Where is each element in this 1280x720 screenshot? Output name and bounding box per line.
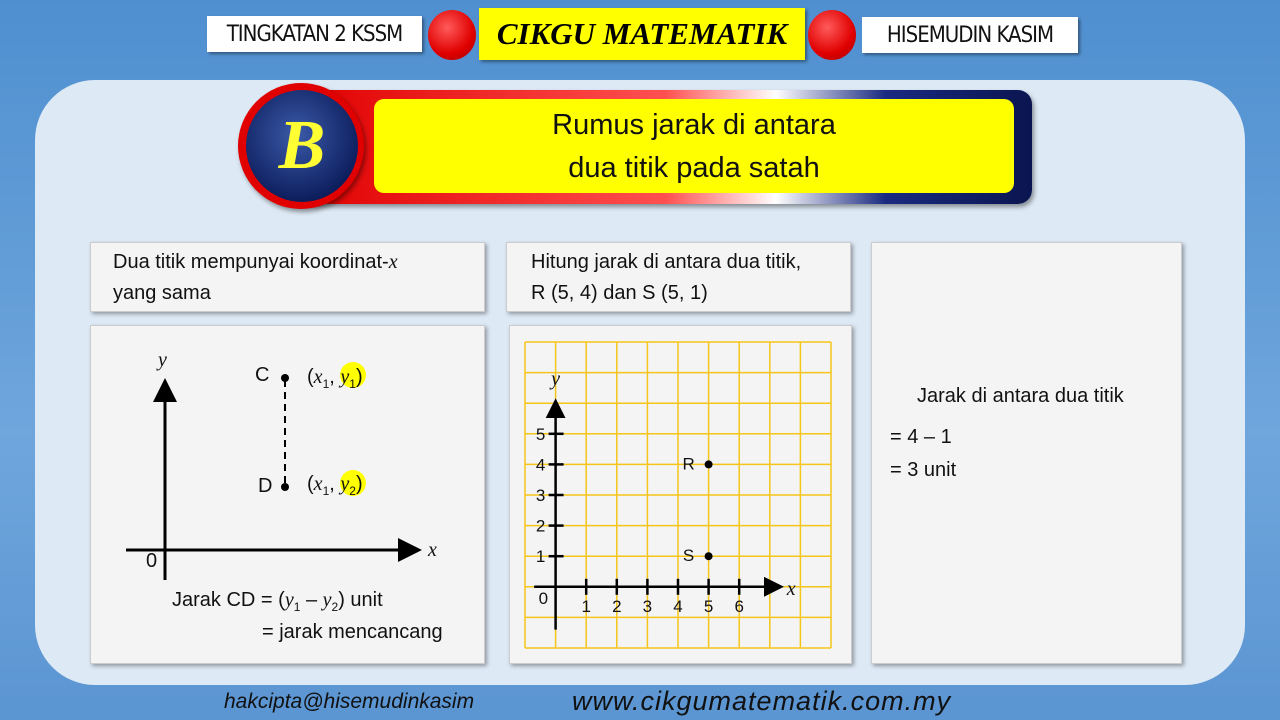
heading-text-2: R (5, 4) dan S (5, 1) (531, 282, 708, 304)
form-level-tag: TINGKATAN 2 KSSM (207, 16, 422, 52)
point-label: S (682, 546, 695, 566)
x-tick-label: 6 (734, 596, 744, 616)
point-c (281, 374, 289, 382)
brand-title: CIKGU MATEMATIK (479, 8, 805, 60)
section-badge: B (246, 90, 358, 202)
y-tick-label: 5 (535, 424, 546, 444)
point-label: R (682, 454, 695, 474)
heading-text: Hitung jarak di antara dua titik, (531, 251, 802, 273)
formula-line-1: Jarak CD = $(y_1 - y_2)$ unit (172, 589, 383, 614)
x-tick-label: 3 (642, 596, 653, 616)
title-line-1: Rumus jarak di antara (552, 109, 836, 141)
x-tick-label: 1 (581, 596, 591, 616)
y-axis-label: y (158, 349, 167, 371)
heading-text: Dua titik mempunyai koordinat- (113, 251, 389, 273)
heading-text-2: yang sama (113, 282, 211, 304)
copyright-text: hakcipta@hisemudinkasim (224, 690, 475, 713)
x-tick-label: 5 (703, 596, 714, 616)
answer-line-2: = 4 – 1 (890, 426, 952, 448)
title-line-2: dua titik pada satah (568, 152, 820, 184)
formula-line-2: = jarak mencancang (262, 621, 443, 643)
x-axis-label: x (428, 539, 437, 561)
point-d (281, 483, 289, 491)
x-tick-label: 2 (612, 596, 622, 616)
y-tick-label: 2 (535, 516, 546, 536)
y-tick-label: 3 (535, 486, 546, 505)
y-axis-label: y (551, 367, 561, 390)
website-link[interactable]: www.cikgumatematik.com.my (572, 686, 952, 716)
coord-d: ($x_1$, $y_2$) (307, 473, 363, 498)
y-tick-label: 1 (535, 547, 546, 567)
origin-label: 0 (146, 550, 158, 572)
point-s (705, 552, 713, 560)
x-tick-label: 4 (673, 596, 683, 616)
point-c-label: C (255, 364, 270, 386)
coord-c: ($x_1$, $y_1$) (307, 366, 363, 391)
point-d-label: D (258, 475, 273, 497)
heading-var: x (388, 251, 398, 273)
point-r (705, 460, 713, 468)
x-axis-label: x (786, 577, 796, 600)
y-tick-label: 4 (535, 455, 546, 475)
answer-line-1: Jarak di antara dua titik (917, 385, 1124, 407)
origin-label: 0 (538, 588, 549, 608)
author-tag: HISEMUDIN KASIM (862, 17, 1078, 53)
graph-grid (525, 342, 831, 648)
answer-line-3: = 3 unit (890, 459, 957, 481)
